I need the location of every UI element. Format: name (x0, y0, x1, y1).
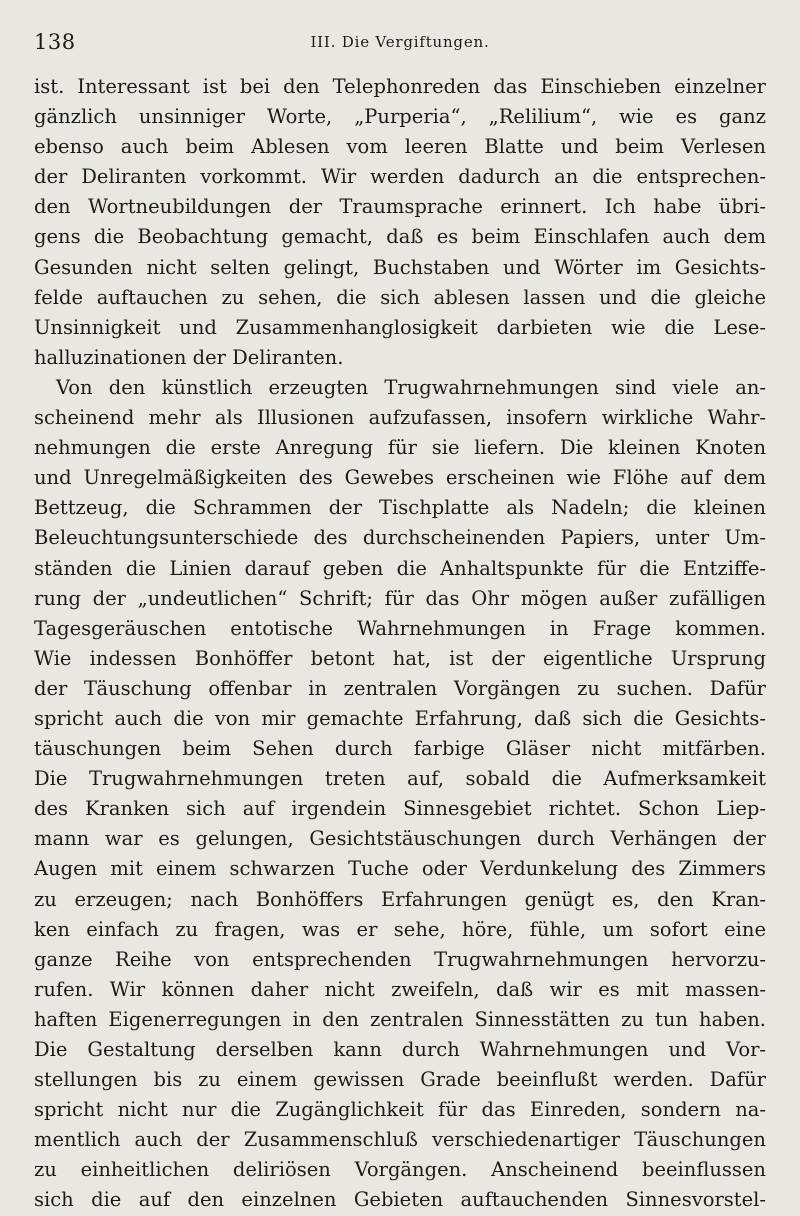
text-line: den Wortneubildungen der Traumsprache erinnert. Ich habe übri- (34, 195, 766, 219)
text-line: Unsinnigkeit und Zusammenhanglosigkeit darbieten wie die Lese- (34, 315, 766, 339)
text-line: gens die Beobachtung gemacht, daß es beim Einschlafen auch dem (34, 225, 766, 249)
body-text (34, 72, 766, 1216)
text-line: ken einfach zu fragen, was er sehe, höre, fühle, um sofort eine (34, 917, 766, 941)
text-line: mann war es gelungen, Gesichtstäuschungen durch Verhängen der (34, 827, 766, 851)
text-line: täuschungen beim Sehen durch farbige Gläser nicht mitfärben. (34, 737, 766, 761)
text-line: Die Trugwahrnehmungen treten auf, sobald die Aufmerksamkeit (34, 767, 766, 791)
chapter-title: III. Die Vergiftungen. (310, 33, 490, 51)
page-number: 138 (34, 30, 76, 54)
text-line: ist. Interessant ist bei den Telephonreden das Einschieben einzelner (34, 75, 766, 98)
text-line: Tagesgeräuschen entotische Wahrnehmungen in Frage kommen. (34, 616, 766, 640)
paragraph-end-line: halluzinationen der Deliranten. (34, 345, 344, 369)
text-line: zu erzeugen; nach Bonhöffers Erfahrungen genügt es, den Kran- (34, 887, 766, 911)
text-line: Beleuchtungsunterschiede des durchscheinenden Papiers, unter Um- (34, 526, 766, 550)
text-line: felde auftauchen zu sehen, die sich ablesen lassen und die gleiche (34, 285, 766, 309)
text-line: sich die auf den einzelnen Gebieten auftauchenden Sinnesvorstel- (34, 1188, 766, 1212)
text-line: mentlich auch der Zusammenschluß verschiedenartiger Täuschungen (34, 1128, 766, 1152)
text-line: ebenso auch beim Ablesen vom leeren Blatte und beim Verlesen (34, 135, 766, 159)
text-line: spricht nicht nur die Zugänglichkeit für das Einreden, sondern na- (34, 1098, 766, 1122)
text-line: zu einheitlichen deliriösen Vorgängen. Anscheinend beeinflussen (34, 1158, 766, 1182)
text-line: der Täuschung offenbar in zentralen Vorgängen zu suchen. Dafür (34, 676, 766, 700)
text-line: Augen mit einem schwarzen Tuche oder Verdunkelung des Zimmers (34, 857, 766, 881)
text-line: haften Eigenerregungen in den zentralen Sinnesstätten zu tun haben. (34, 1007, 766, 1031)
text-line: scheinend mehr als Illusionen aufzufassen, insofern wirkliche Wahr- (34, 406, 766, 430)
text-line: Bettzeug, die Schrammen der Tischplatte als Nadeln; die kleinen (34, 496, 766, 520)
text-line: spricht auch die von mir gemachte Erfahrung, daß sich die Gesichts- (34, 706, 766, 730)
text-line: Wie indessen Bonhöffer betont hat, ist der eigentliche Ursprung (34, 646, 766, 670)
text-line: der Deliranten vorkommt. Wir werden dadurch an die entsprechen- (34, 165, 766, 189)
text-line: rung der „undeutlichen“ Schrift; für das Ohr mögen außer zufälligen (34, 586, 766, 610)
text-line: ständen die Linien darauf geben die Anhaltspunkte für die Entziffe- (34, 556, 766, 580)
text-line: stellungen bis zu einem gewissen Grade beeinflußt werden. Dafür (34, 1068, 766, 1092)
text-line: und Unregelmäßigkeiten des Gewebes erscheinen wie Flöhe auf dem (34, 466, 766, 490)
text-line: Gesunden nicht selten gelingt, Buchstaben und Wörter im Gesichts- (34, 255, 766, 279)
text-line: ganze Reihe von entsprechenden Trugwahrnehmungen hervorzu- (34, 947, 766, 971)
text-line: Die Gestaltung derselben kann durch Wahrnehmungen und Vor- (34, 1038, 766, 1061)
text-line: rufen. Wir können daher nicht zweifeln, daß wir es mit massen- (34, 977, 766, 1001)
text-line: des Kranken sich auf irgendein Sinnesgebiet richtet. Schon Liep- (34, 797, 766, 821)
text-line: nehmungen die erste Anregung für sie liefern. Die kleinen Knoten (34, 436, 766, 460)
running-head (34, 30, 766, 60)
text-line: gänzlich unsinniger Worte, „Purperia“, „Relilium“, wie es ganz (34, 105, 766, 129)
paragraph-start-line: Von den künstlich erzeugten Trugwahrnehmungen sind viele an- (56, 375, 766, 399)
